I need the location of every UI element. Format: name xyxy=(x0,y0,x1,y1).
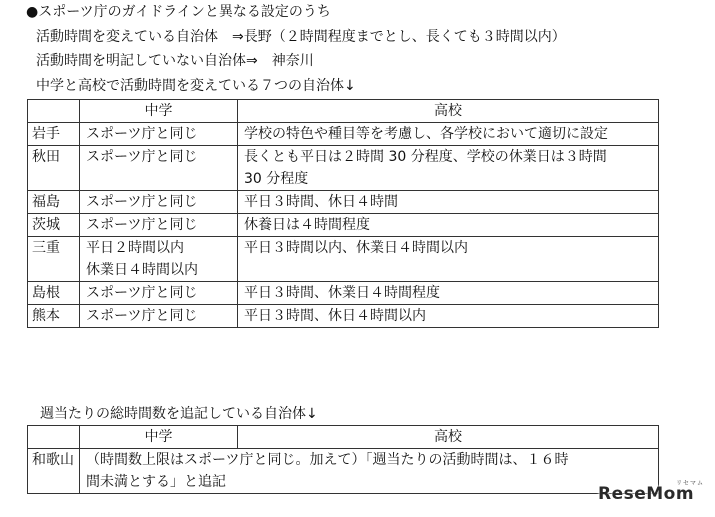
prefecture-cell: 和歌山 xyxy=(28,449,80,494)
header-junior-high: 中学 xyxy=(80,100,238,123)
section-heading: ●スポーツ庁のガイドラインと異なる設定のうち xyxy=(26,4,331,20)
high-school-text: 長くとも平日は２時間 30 分程度、学校の休業日は３時間 30 分程度 xyxy=(244,149,607,187)
high-school-cell: 平日３時間、休業日４時間程度 xyxy=(238,282,659,305)
logo-text: ReseMom xyxy=(598,484,695,504)
table-row xyxy=(28,237,659,282)
junior-high-cell: スポーツ庁と同じ xyxy=(80,123,238,146)
table-row xyxy=(28,214,659,237)
prefecture-cell: 三重 xyxy=(28,237,80,282)
high-school-cell: 学校の特色や種目等を考慮し、各学校において適切に設定 xyxy=(238,123,659,146)
prefecture-cell: 島根 xyxy=(28,282,80,305)
prefecture-cell: 茨城 xyxy=(28,214,80,237)
high-school-cell: 平日３時間、休日４時間 xyxy=(238,191,659,214)
prefecture-cell: 熊本 xyxy=(28,305,80,328)
junior-high-text: 平日２時間以内 休業日４時間以内 xyxy=(86,240,198,278)
header-high-school: 高校 xyxy=(238,426,659,449)
prefecture-cell: 福島 xyxy=(28,191,80,214)
prefecture-time-table xyxy=(27,99,659,328)
header-prefecture xyxy=(28,100,80,123)
table-row xyxy=(28,449,659,494)
header-junior-high: 中学 xyxy=(80,426,238,449)
note-seven-prefectures: 中学と高校で活動時間を変えている７つの自治体↓ xyxy=(36,78,356,94)
junior-high-cell: スポーツ庁と同じ xyxy=(80,305,238,328)
combined-text: （時間数上限はスポーツ庁と同じ。加えて）「週当たりの活動時間は、１６時 間未満とする」と追記 xyxy=(86,452,569,490)
table-row xyxy=(28,305,659,328)
note-nagano: 活動時間を変えている自治体 ⇒長野（２時間程度までとし、長くても３時間以内） xyxy=(36,29,566,45)
junior-high-cell: スポーツ庁と同じ xyxy=(80,214,238,237)
weekly-heading: 週当たりの総時間数を追記している自治体↓ xyxy=(40,406,318,422)
resemom-logo xyxy=(598,480,706,510)
high-school-cell xyxy=(238,146,659,191)
prefecture-cell: 秋田 xyxy=(28,146,80,191)
junior-high-cell xyxy=(80,237,238,282)
high-school-cell: 平日３時間、休日４時間以内 xyxy=(238,305,659,328)
table-row xyxy=(28,191,659,214)
prefecture-cell: 岩手 xyxy=(28,123,80,146)
logo-subtext: リセマム xyxy=(676,480,704,487)
weekly-hours-table xyxy=(27,425,659,494)
junior-high-cell: スポーツ庁と同じ xyxy=(80,191,238,214)
combined-cell xyxy=(80,449,659,494)
table-header-row xyxy=(28,426,659,449)
table-row xyxy=(28,123,659,146)
note-kanagawa: 活動時間を明記していない自治体⇒ 神奈川 xyxy=(36,53,314,69)
table-row xyxy=(28,146,659,191)
table-header-row xyxy=(28,100,659,123)
high-school-cell: 休養日は４時間程度 xyxy=(238,214,659,237)
high-school-cell: 平日３時間以内、休業日４時間以内 xyxy=(238,237,659,282)
header-high-school: 高校 xyxy=(238,100,659,123)
junior-high-cell: スポーツ庁と同じ xyxy=(80,282,238,305)
junior-high-cell: スポーツ庁と同じ xyxy=(80,146,238,191)
header-prefecture xyxy=(28,426,80,449)
table-row xyxy=(28,282,659,305)
